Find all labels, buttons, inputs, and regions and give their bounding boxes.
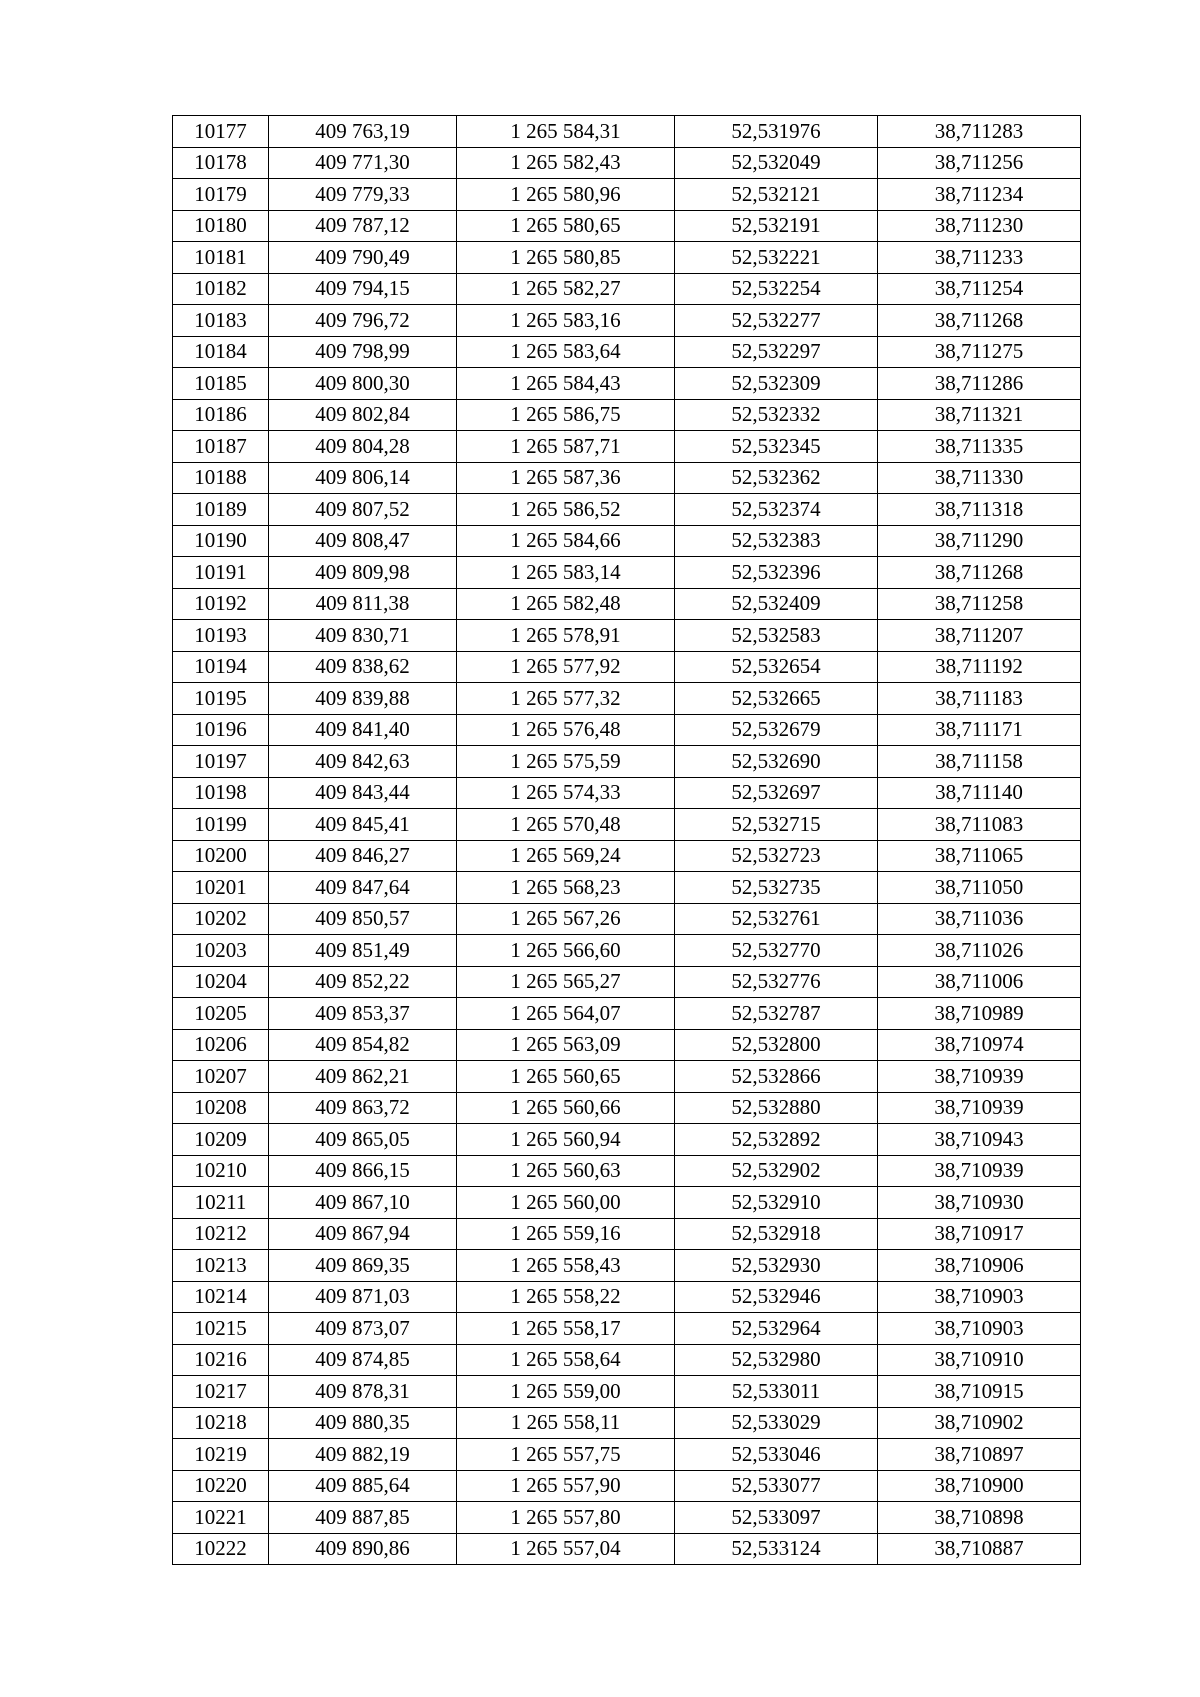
x-coordinate-cell: 409 873,07 — [269, 1313, 457, 1345]
y-coordinate-cell: 1 265 580,85 — [457, 242, 675, 274]
coordinates-table-body — [173, 116, 1081, 1565]
x-coordinate-cell: 409 853,37 — [269, 998, 457, 1030]
longitude-cell: 38,710910 — [878, 1344, 1081, 1376]
point-number-cell: 10214 — [173, 1281, 269, 1313]
latitude-cell: 52,531976 — [675, 116, 878, 148]
table-row — [173, 903, 1081, 935]
point-number-cell: 10186 — [173, 399, 269, 431]
point-number-cell: 10191 — [173, 557, 269, 589]
table-row — [173, 305, 1081, 337]
table-row — [173, 1439, 1081, 1471]
y-coordinate-cell: 1 265 560,00 — [457, 1187, 675, 1219]
y-coordinate-cell: 1 265 569,24 — [457, 840, 675, 872]
longitude-cell: 38,710939 — [878, 1061, 1081, 1093]
table-row — [173, 242, 1081, 274]
latitude-cell: 52,532902 — [675, 1155, 878, 1187]
latitude-cell: 52,532866 — [675, 1061, 878, 1093]
latitude-cell: 52,532880 — [675, 1092, 878, 1124]
longitude-cell: 38,711192 — [878, 651, 1081, 683]
table-row — [173, 651, 1081, 683]
y-coordinate-cell: 1 265 586,75 — [457, 399, 675, 431]
longitude-cell: 38,710887 — [878, 1533, 1081, 1565]
latitude-cell: 52,532723 — [675, 840, 878, 872]
longitude-cell: 38,711258 — [878, 588, 1081, 620]
point-number-cell: 10196 — [173, 714, 269, 746]
point-number-cell: 10197 — [173, 746, 269, 778]
point-number-cell: 10213 — [173, 1250, 269, 1282]
y-coordinate-cell: 1 265 582,27 — [457, 273, 675, 305]
x-coordinate-cell: 409 839,88 — [269, 683, 457, 715]
longitude-cell: 38,711036 — [878, 903, 1081, 935]
x-coordinate-cell: 409 869,35 — [269, 1250, 457, 1282]
latitude-cell: 52,532735 — [675, 872, 878, 904]
longitude-cell: 38,710917 — [878, 1218, 1081, 1250]
longitude-cell: 38,711183 — [878, 683, 1081, 715]
x-coordinate-cell: 409 771,30 — [269, 147, 457, 179]
table-row — [173, 210, 1081, 242]
x-coordinate-cell: 409 794,15 — [269, 273, 457, 305]
latitude-cell: 52,532654 — [675, 651, 878, 683]
table-row — [173, 809, 1081, 841]
y-coordinate-cell: 1 265 584,31 — [457, 116, 675, 148]
point-number-cell: 10219 — [173, 1439, 269, 1471]
longitude-cell: 38,711233 — [878, 242, 1081, 274]
table-row — [173, 147, 1081, 179]
point-number-cell: 10212 — [173, 1218, 269, 1250]
longitude-cell: 38,710989 — [878, 998, 1081, 1030]
point-number-cell: 10187 — [173, 431, 269, 463]
point-number-cell: 10205 — [173, 998, 269, 1030]
table-row — [173, 399, 1081, 431]
table-row — [173, 1029, 1081, 1061]
latitude-cell: 52,532049 — [675, 147, 878, 179]
latitude-cell: 52,532309 — [675, 368, 878, 400]
y-coordinate-cell: 1 265 578,91 — [457, 620, 675, 652]
table-row — [173, 1187, 1081, 1219]
x-coordinate-cell: 409 862,21 — [269, 1061, 457, 1093]
point-number-cell: 10195 — [173, 683, 269, 715]
longitude-cell: 38,711335 — [878, 431, 1081, 463]
y-coordinate-cell: 1 265 558,43 — [457, 1250, 675, 1282]
point-number-cell: 10194 — [173, 651, 269, 683]
x-coordinate-cell: 409 878,31 — [269, 1376, 457, 1408]
y-coordinate-cell: 1 265 584,66 — [457, 525, 675, 557]
point-number-cell: 10177 — [173, 116, 269, 148]
longitude-cell: 38,711256 — [878, 147, 1081, 179]
y-coordinate-cell: 1 265 559,00 — [457, 1376, 675, 1408]
latitude-cell: 52,532964 — [675, 1313, 878, 1345]
y-coordinate-cell: 1 265 576,48 — [457, 714, 675, 746]
latitude-cell: 52,532383 — [675, 525, 878, 557]
latitude-cell: 52,532332 — [675, 399, 878, 431]
y-coordinate-cell: 1 265 583,64 — [457, 336, 675, 368]
latitude-cell: 52,532980 — [675, 1344, 878, 1376]
point-number-cell: 10198 — [173, 777, 269, 809]
y-coordinate-cell: 1 265 557,75 — [457, 1439, 675, 1471]
point-number-cell: 10210 — [173, 1155, 269, 1187]
table-row — [173, 336, 1081, 368]
x-coordinate-cell: 409 880,35 — [269, 1407, 457, 1439]
x-coordinate-cell: 409 796,72 — [269, 305, 457, 337]
y-coordinate-cell: 1 265 583,16 — [457, 305, 675, 337]
x-coordinate-cell: 409 830,71 — [269, 620, 457, 652]
y-coordinate-cell: 1 265 557,04 — [457, 1533, 675, 1565]
table-row — [173, 620, 1081, 652]
x-coordinate-cell: 409 811,38 — [269, 588, 457, 620]
table-row — [173, 840, 1081, 872]
table-row — [173, 588, 1081, 620]
y-coordinate-cell: 1 265 558,17 — [457, 1313, 675, 1345]
y-coordinate-cell: 1 265 560,63 — [457, 1155, 675, 1187]
table-row — [173, 179, 1081, 211]
latitude-cell: 52,532362 — [675, 462, 878, 494]
point-number-cell: 10192 — [173, 588, 269, 620]
table-row — [173, 1533, 1081, 1565]
point-number-cell: 10182 — [173, 273, 269, 305]
table-row — [173, 966, 1081, 998]
latitude-cell: 52,532583 — [675, 620, 878, 652]
x-coordinate-cell: 409 867,10 — [269, 1187, 457, 1219]
table-row — [173, 1218, 1081, 1250]
table-row — [173, 462, 1081, 494]
y-coordinate-cell: 1 265 584,43 — [457, 368, 675, 400]
point-number-cell: 10206 — [173, 1029, 269, 1061]
point-number-cell: 10184 — [173, 336, 269, 368]
table-row — [173, 683, 1081, 715]
longitude-cell: 38,711321 — [878, 399, 1081, 431]
x-coordinate-cell: 409 806,14 — [269, 462, 457, 494]
latitude-cell: 52,533124 — [675, 1533, 878, 1565]
longitude-cell: 38,711290 — [878, 525, 1081, 557]
point-number-cell: 10189 — [173, 494, 269, 526]
table-row — [173, 368, 1081, 400]
point-number-cell: 10178 — [173, 147, 269, 179]
table-row — [173, 872, 1081, 904]
table-row — [173, 1313, 1081, 1345]
longitude-cell: 38,710897 — [878, 1439, 1081, 1471]
table-row — [173, 557, 1081, 589]
longitude-cell: 38,711268 — [878, 557, 1081, 589]
latitude-cell: 52,533011 — [675, 1376, 878, 1408]
latitude-cell: 52,532374 — [675, 494, 878, 526]
table-row — [173, 1344, 1081, 1376]
y-coordinate-cell: 1 265 559,16 — [457, 1218, 675, 1250]
x-coordinate-cell: 409 779,33 — [269, 179, 457, 211]
x-coordinate-cell: 409 804,28 — [269, 431, 457, 463]
x-coordinate-cell: 409 807,52 — [269, 494, 457, 526]
point-number-cell: 10180 — [173, 210, 269, 242]
coordinates-table — [172, 115, 1081, 1565]
latitude-cell: 52,532761 — [675, 903, 878, 935]
point-number-cell: 10181 — [173, 242, 269, 274]
latitude-cell: 52,533046 — [675, 1439, 878, 1471]
latitude-cell: 52,532776 — [675, 966, 878, 998]
latitude-cell: 52,532121 — [675, 179, 878, 211]
longitude-cell: 38,711318 — [878, 494, 1081, 526]
table-row — [173, 1470, 1081, 1502]
table-row — [173, 1376, 1081, 1408]
longitude-cell: 38,711207 — [878, 620, 1081, 652]
longitude-cell: 38,711330 — [878, 462, 1081, 494]
y-coordinate-cell: 1 265 566,60 — [457, 935, 675, 967]
point-number-cell: 10208 — [173, 1092, 269, 1124]
latitude-cell: 52,532191 — [675, 210, 878, 242]
longitude-cell: 38,710915 — [878, 1376, 1081, 1408]
x-coordinate-cell: 409 763,19 — [269, 116, 457, 148]
point-number-cell: 10179 — [173, 179, 269, 211]
x-coordinate-cell: 409 882,19 — [269, 1439, 457, 1471]
point-number-cell: 10221 — [173, 1502, 269, 1534]
y-coordinate-cell: 1 265 577,92 — [457, 651, 675, 683]
table-row — [173, 714, 1081, 746]
longitude-cell: 38,710902 — [878, 1407, 1081, 1439]
point-number-cell: 10185 — [173, 368, 269, 400]
table-row — [173, 1155, 1081, 1187]
longitude-cell: 38,710903 — [878, 1313, 1081, 1345]
x-coordinate-cell: 409 847,64 — [269, 872, 457, 904]
x-coordinate-cell: 409 842,63 — [269, 746, 457, 778]
table-row — [173, 1281, 1081, 1313]
latitude-cell: 52,532930 — [675, 1250, 878, 1282]
longitude-cell: 38,711230 — [878, 210, 1081, 242]
table-row — [173, 935, 1081, 967]
x-coordinate-cell: 409 866,15 — [269, 1155, 457, 1187]
x-coordinate-cell: 409 808,47 — [269, 525, 457, 557]
x-coordinate-cell: 409 843,44 — [269, 777, 457, 809]
y-coordinate-cell: 1 265 577,32 — [457, 683, 675, 715]
longitude-cell: 38,711275 — [878, 336, 1081, 368]
y-coordinate-cell: 1 265 587,71 — [457, 431, 675, 463]
point-number-cell: 10220 — [173, 1470, 269, 1502]
y-coordinate-cell: 1 265 580,96 — [457, 179, 675, 211]
x-coordinate-cell: 409 854,82 — [269, 1029, 457, 1061]
y-coordinate-cell: 1 265 560,94 — [457, 1124, 675, 1156]
point-number-cell: 10183 — [173, 305, 269, 337]
latitude-cell: 52,532690 — [675, 746, 878, 778]
point-number-cell: 10190 — [173, 525, 269, 557]
latitude-cell: 52,532697 — [675, 777, 878, 809]
latitude-cell: 52,532679 — [675, 714, 878, 746]
point-number-cell: 10207 — [173, 1061, 269, 1093]
y-coordinate-cell: 1 265 565,27 — [457, 966, 675, 998]
latitude-cell: 52,532892 — [675, 1124, 878, 1156]
point-number-cell: 10215 — [173, 1313, 269, 1345]
y-coordinate-cell: 1 265 587,36 — [457, 462, 675, 494]
point-number-cell: 10199 — [173, 809, 269, 841]
x-coordinate-cell: 409 841,40 — [269, 714, 457, 746]
point-number-cell: 10193 — [173, 620, 269, 652]
x-coordinate-cell: 409 846,27 — [269, 840, 457, 872]
longitude-cell: 38,710943 — [878, 1124, 1081, 1156]
y-coordinate-cell: 1 265 557,90 — [457, 1470, 675, 1502]
y-coordinate-cell: 1 265 560,65 — [457, 1061, 675, 1093]
x-coordinate-cell: 409 887,85 — [269, 1502, 457, 1534]
x-coordinate-cell: 409 845,41 — [269, 809, 457, 841]
point-number-cell: 10209 — [173, 1124, 269, 1156]
table-row — [173, 998, 1081, 1030]
x-coordinate-cell: 409 871,03 — [269, 1281, 457, 1313]
longitude-cell: 38,710906 — [878, 1250, 1081, 1282]
latitude-cell: 52,532345 — [675, 431, 878, 463]
latitude-cell: 52,532946 — [675, 1281, 878, 1313]
y-coordinate-cell: 1 265 570,48 — [457, 809, 675, 841]
y-coordinate-cell: 1 265 557,80 — [457, 1502, 675, 1534]
longitude-cell: 38,710898 — [878, 1502, 1081, 1534]
x-coordinate-cell: 409 863,72 — [269, 1092, 457, 1124]
y-coordinate-cell: 1 265 558,11 — [457, 1407, 675, 1439]
latitude-cell: 52,532665 — [675, 683, 878, 715]
point-number-cell: 10203 — [173, 935, 269, 967]
latitude-cell: 52,532787 — [675, 998, 878, 1030]
latitude-cell: 52,532918 — [675, 1218, 878, 1250]
point-number-cell: 10204 — [173, 966, 269, 998]
x-coordinate-cell: 409 809,98 — [269, 557, 457, 589]
y-coordinate-cell: 1 265 575,59 — [457, 746, 675, 778]
longitude-cell: 38,711254 — [878, 273, 1081, 305]
table-row — [173, 777, 1081, 809]
longitude-cell: 38,710900 — [878, 1470, 1081, 1502]
y-coordinate-cell: 1 265 583,14 — [457, 557, 675, 589]
longitude-cell: 38,711050 — [878, 872, 1081, 904]
longitude-cell: 38,710974 — [878, 1029, 1081, 1061]
longitude-cell: 38,711026 — [878, 935, 1081, 967]
x-coordinate-cell: 409 790,49 — [269, 242, 457, 274]
point-number-cell: 10222 — [173, 1533, 269, 1565]
latitude-cell: 52,532254 — [675, 273, 878, 305]
latitude-cell: 52,532800 — [675, 1029, 878, 1061]
y-coordinate-cell: 1 265 563,09 — [457, 1029, 675, 1061]
x-coordinate-cell: 409 890,86 — [269, 1533, 457, 1565]
latitude-cell: 52,533077 — [675, 1470, 878, 1502]
x-coordinate-cell: 409 787,12 — [269, 210, 457, 242]
point-number-cell: 10202 — [173, 903, 269, 935]
point-number-cell: 10216 — [173, 1344, 269, 1376]
y-coordinate-cell: 1 265 586,52 — [457, 494, 675, 526]
longitude-cell: 38,710930 — [878, 1187, 1081, 1219]
table-row — [173, 1092, 1081, 1124]
longitude-cell: 38,711006 — [878, 966, 1081, 998]
point-number-cell: 10200 — [173, 840, 269, 872]
x-coordinate-cell: 409 867,94 — [269, 1218, 457, 1250]
latitude-cell: 52,532715 — [675, 809, 878, 841]
latitude-cell: 52,533097 — [675, 1502, 878, 1534]
x-coordinate-cell: 409 798,99 — [269, 336, 457, 368]
point-number-cell: 10218 — [173, 1407, 269, 1439]
point-number-cell: 10201 — [173, 872, 269, 904]
table-row — [173, 1407, 1081, 1439]
point-number-cell: 10211 — [173, 1187, 269, 1219]
table-row — [173, 746, 1081, 778]
table-row — [173, 494, 1081, 526]
longitude-cell: 38,711158 — [878, 746, 1081, 778]
x-coordinate-cell: 409 885,64 — [269, 1470, 457, 1502]
latitude-cell: 52,532396 — [675, 557, 878, 589]
latitude-cell: 52,532770 — [675, 935, 878, 967]
y-coordinate-cell: 1 265 564,07 — [457, 998, 675, 1030]
x-coordinate-cell: 409 851,49 — [269, 935, 457, 967]
x-coordinate-cell: 409 838,62 — [269, 651, 457, 683]
longitude-cell: 38,710903 — [878, 1281, 1081, 1313]
table-row — [173, 273, 1081, 305]
table-row — [173, 431, 1081, 463]
y-coordinate-cell: 1 265 582,43 — [457, 147, 675, 179]
x-coordinate-cell: 409 850,57 — [269, 903, 457, 935]
x-coordinate-cell: 409 802,84 — [269, 399, 457, 431]
longitude-cell: 38,711268 — [878, 305, 1081, 337]
y-coordinate-cell: 1 265 558,64 — [457, 1344, 675, 1376]
table-row — [173, 1061, 1081, 1093]
x-coordinate-cell: 409 852,22 — [269, 966, 457, 998]
longitude-cell: 38,711286 — [878, 368, 1081, 400]
x-coordinate-cell: 409 800,30 — [269, 368, 457, 400]
y-coordinate-cell: 1 265 574,33 — [457, 777, 675, 809]
y-coordinate-cell: 1 265 560,66 — [457, 1092, 675, 1124]
point-number-cell: 10188 — [173, 462, 269, 494]
y-coordinate-cell: 1 265 568,23 — [457, 872, 675, 904]
longitude-cell: 38,711065 — [878, 840, 1081, 872]
latitude-cell: 52,532221 — [675, 242, 878, 274]
x-coordinate-cell: 409 865,05 — [269, 1124, 457, 1156]
point-number-cell: 10217 — [173, 1376, 269, 1408]
y-coordinate-cell: 1 265 567,26 — [457, 903, 675, 935]
y-coordinate-cell: 1 265 558,22 — [457, 1281, 675, 1313]
y-coordinate-cell: 1 265 580,65 — [457, 210, 675, 242]
table-row — [173, 116, 1081, 148]
latitude-cell: 52,532277 — [675, 305, 878, 337]
latitude-cell: 52,533029 — [675, 1407, 878, 1439]
latitude-cell: 52,532297 — [675, 336, 878, 368]
longitude-cell: 38,711140 — [878, 777, 1081, 809]
longitude-cell: 38,710939 — [878, 1092, 1081, 1124]
longitude-cell: 38,711283 — [878, 116, 1081, 148]
y-coordinate-cell: 1 265 582,48 — [457, 588, 675, 620]
table-row — [173, 1250, 1081, 1282]
x-coordinate-cell: 409 874,85 — [269, 1344, 457, 1376]
longitude-cell: 38,710939 — [878, 1155, 1081, 1187]
latitude-cell: 52,532910 — [675, 1187, 878, 1219]
longitude-cell: 38,711171 — [878, 714, 1081, 746]
longitude-cell: 38,711234 — [878, 179, 1081, 211]
latitude-cell: 52,532409 — [675, 588, 878, 620]
longitude-cell: 38,711083 — [878, 809, 1081, 841]
table-row — [173, 1502, 1081, 1534]
table-row — [173, 525, 1081, 557]
table-row — [173, 1124, 1081, 1156]
